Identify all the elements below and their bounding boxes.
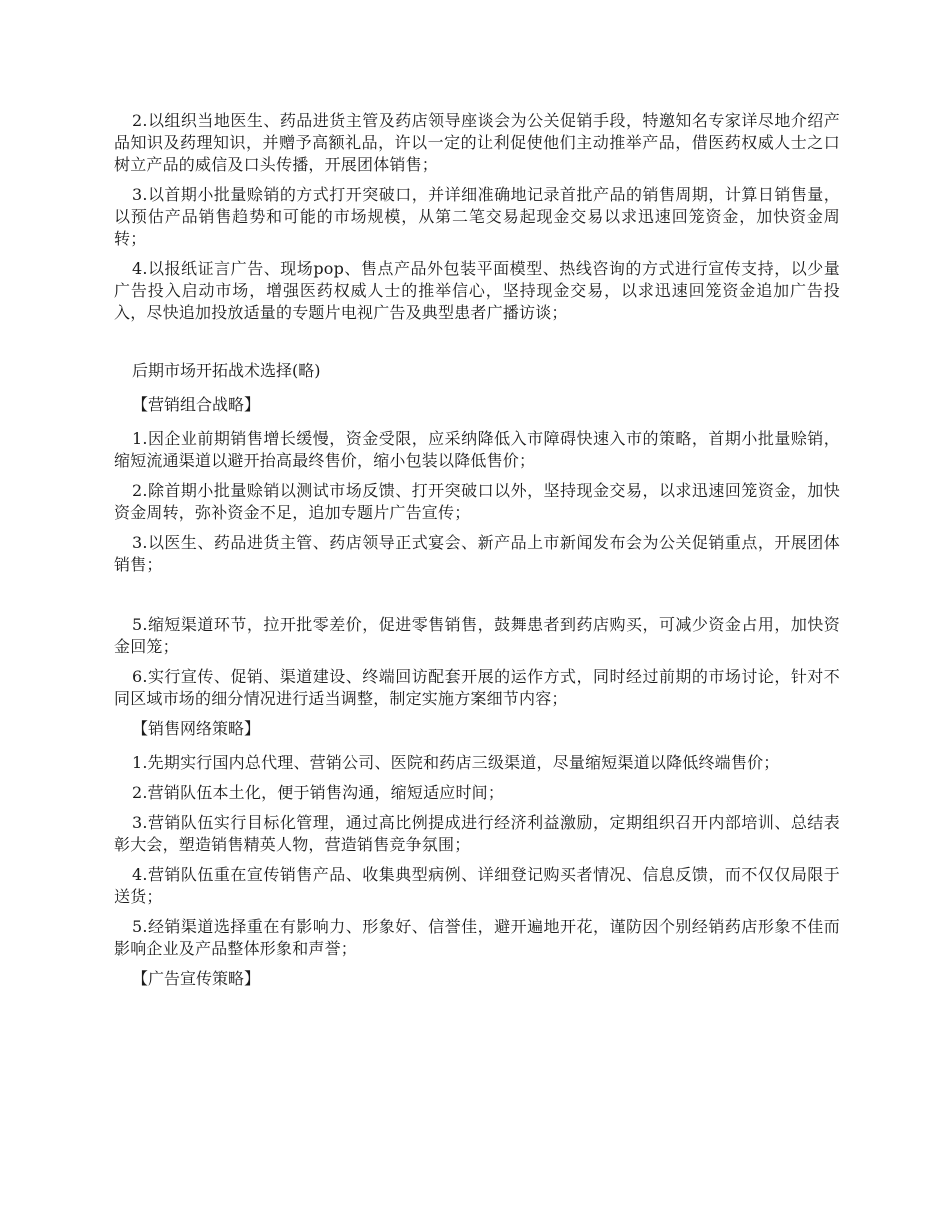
section-heading-marketing-mix: 【营销组合战略】: [132, 395, 261, 414]
sales-network-item-5: 5.经销渠道选择重在有影响力、形象好、信誉佳，避开遍地开花，谨防因个别经销药店形象不佳而影响企业及产品整体形象和声誉；: [114, 917, 840, 958]
marketing-mix-item-6: 6.实行宣传、促销、渠道建设、终端回访配套开展的运作方式，同时经过前期的市场讨论，针对不同区域市场的细分情况进行适当调整，制定实施方案细节内容；: [114, 667, 840, 708]
spacer: [114, 332, 840, 360]
sales-network-item-4: 4.营销队伍重在宣传销售产品、收集典型病例、详细登记购买者情况、信息反馈，而不仅仅局限于送货；: [114, 865, 840, 906]
marketing-mix-item-5: 5.缩短渠道环节，拉开批零差价，促进零售销售，鼓舞患者到药店购买，可减少资金占用，加快资金回笼；: [114, 615, 840, 656]
sales-network-item-2: 2.营销队伍本土化，便于销售沟通，缩短适应时间；: [132, 783, 505, 802]
sales-network-item-1: 1.先期实行国内总代理、营销公司、医院和药店三级渠道，尽量缩短渠道以降低终端售价；: [132, 753, 780, 772]
document-page: [114, 110, 840, 1002]
marketing-mix-item-3: 3.以医生、药品进货主管、药店领导正式宴会、新产品上市新闻发布会为公关促销重点，开展团体销售；: [114, 533, 840, 574]
paragraph-item-3: 3.以首期小批量赊销的方式打开突破口，并详细准确地记录首批产品的销售周期，计算日销售量，以预估产品销售趋势和可能的市场规模，从第二笔交易起现金交易以求迅速回笼资金，加快资金周转；: [114, 185, 840, 248]
marketing-mix-item-2: 2.除首期小批量赊销以测试市场反馈、打开突破口以外，坚持现金交易，以求迅速回笼资金，加快资金周转，弥补资金不足，追加专题片广告宣传；: [114, 481, 840, 522]
section-heading-sales-network: 【销售网络策略】: [132, 719, 261, 738]
sales-network-item-3: 3.营销队伍实行目标化管理，通过高比例提成进行经济利益激励，定期组织召开内部培训、总结表彰大会，塑造销售精英人物，营造销售竞争氛围；: [114, 813, 840, 854]
later-stage-title: 后期市场开拓战术选择(略): [132, 361, 321, 380]
paragraph-item-2: 2.以组织当地医生、药品进货主管及药店领导座谈会为公关促销手段，特邀知名专家详尽地介绍产品知识及药理知识，并赠予高额礼品，许以一定的让利促使他们主动推举产品，借医药权威人士之口树立产品的威信及口头传播，开展团体销售；: [114, 111, 840, 174]
section-heading-advertising: 【广告宣传策略】: [132, 969, 261, 988]
spacer: [114, 584, 840, 614]
marketing-mix-item-1: 1.因企业前期销售增长缓慢，资金受限，应采纳降低入市障碍快速入市的策略，首期小批量赊销，缩短流通渠道以避开抬高最终售价，缩小包装以降低售价；: [114, 429, 840, 470]
paragraph-item-4: 4.以报纸证言广告、现场pop、售点产品外包装平面模型、热线咨询的方式进行宣传支持，以少量广告投入启动市场，增强医药权威人士的推举信心，坚持现金交易，以求迅速回笼资金追加广告投入，尽快追加投放适量的专题片电视广告及典型患者广播访谈；: [114, 259, 840, 322]
